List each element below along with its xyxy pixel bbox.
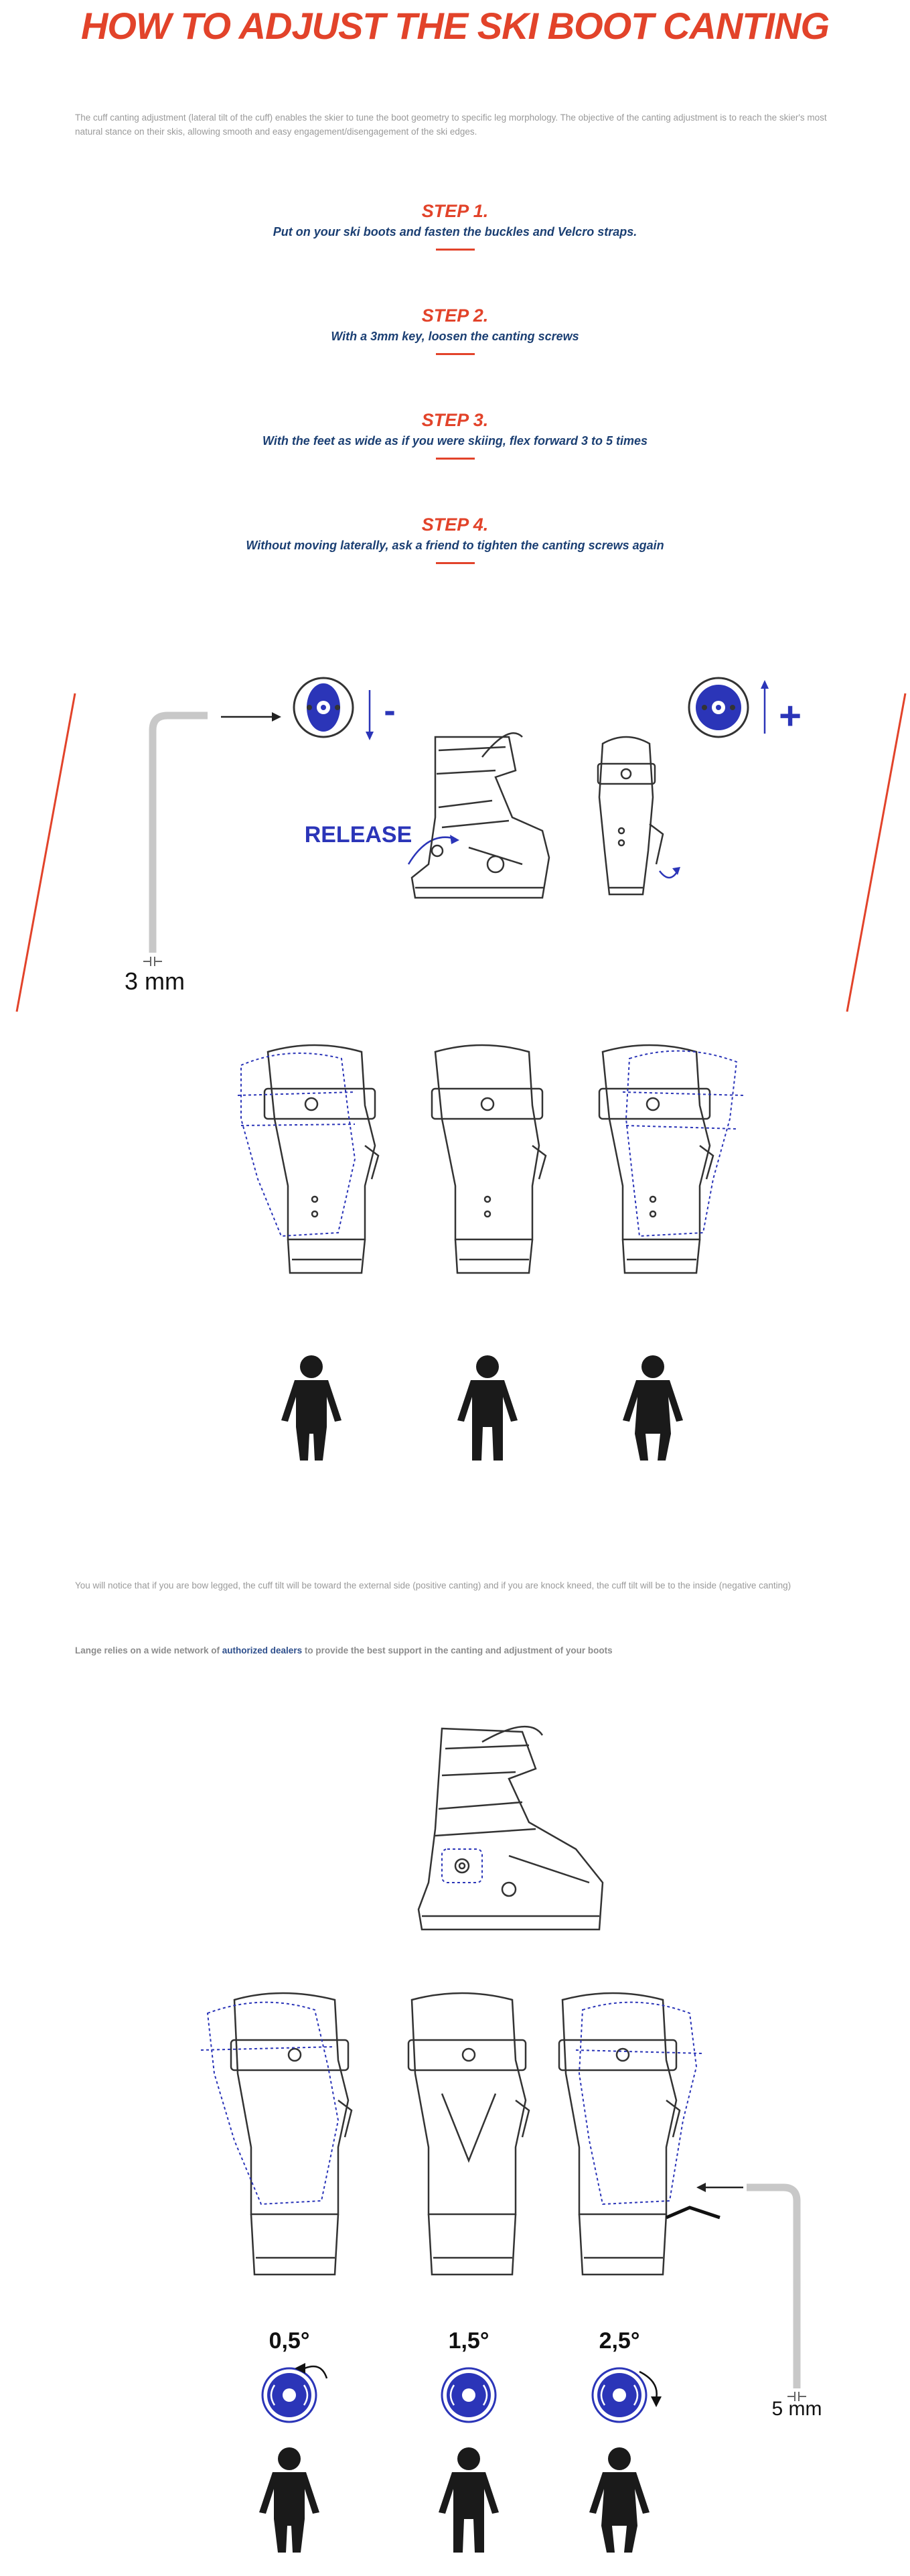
intro-paragraph: The cuff canting adjustment (lateral tilt of the cuff) enables the skier to tune the boot geometry to specific leg morphology. The objective of the canting adjustment is to reach the skier's most natural stance on their skis, allowing smooth and easy engagement/disengagement of the ski edges. xyxy=(75,113,827,137)
step-3-text: With the feet as wide as if you were skiing, flex forward 3 to 5 times xyxy=(262,434,648,448)
step-2-text: With a 3mm key, loosen the canting screws xyxy=(331,330,579,343)
plus-sign: + xyxy=(779,694,802,738)
neutral-stance-figure-icon xyxy=(457,1355,518,1461)
step-4 xyxy=(0,515,910,564)
ski-boot-rear-illustration xyxy=(598,737,663,894)
knock-kneed-figure-2-icon xyxy=(259,2447,319,2553)
rotate-down-arrow-icon xyxy=(366,690,374,740)
dealers-text-before: Lange relies on a wide network of xyxy=(75,1645,222,1655)
step-3-number: STEP 3. xyxy=(421,410,489,430)
step-1-text: Put on your ski boots and fasten the buckles and Velcro straps. xyxy=(273,225,637,239)
step-2 xyxy=(0,306,910,355)
arrow-right-icon xyxy=(221,712,281,722)
boot-front-positive-canting-outline xyxy=(623,1051,743,1236)
right-accent-line xyxy=(847,693,905,1012)
step-4-number: STEP 4. xyxy=(421,515,489,535)
canting-dial-1-icon xyxy=(262,2368,316,2422)
rotate-arrow-icon xyxy=(660,871,678,878)
canting-front-comparison xyxy=(0,1025,910,1494)
dealers-text-after: to provide the best support in the canting and adjustment of your boots xyxy=(302,1645,613,1655)
boot-front-negative-canting xyxy=(264,1045,378,1273)
boot-front-negative-canting-outline xyxy=(238,1053,355,1236)
step-1 xyxy=(0,201,910,251)
boot-front-angle-1-outline xyxy=(201,2003,338,2204)
allen-key-3mm-icon xyxy=(143,716,208,966)
page-title: HOW TO ADJUST THE SKI BOOT CANTING xyxy=(80,5,830,47)
step-2-number: STEP 2. xyxy=(421,306,489,326)
minus-sign: - xyxy=(384,691,396,730)
boot-side-canting-location xyxy=(0,1715,910,1956)
angle-label-1: 0,5° xyxy=(269,2328,310,2354)
authorized-dealers-link[interactable]: authorized dealers xyxy=(222,1645,303,1655)
bow-legged-figure-icon xyxy=(623,1355,683,1461)
canting-screw-loosen-icon xyxy=(294,678,353,737)
step-3-divider xyxy=(436,458,475,460)
canting-screw-highlight xyxy=(442,1849,482,1883)
ski-boot-side-illustration xyxy=(412,733,549,898)
dealers-text xyxy=(75,1645,845,1655)
boot-front-angle-3-outline xyxy=(576,2003,703,2204)
neutral-stance-figure-2-icon xyxy=(439,2447,499,2553)
rotate-up-arrow-icon xyxy=(761,680,769,734)
step-4-divider xyxy=(436,562,475,564)
knock-kneed-figure-icon xyxy=(281,1355,342,1461)
boot-front-positive-canting xyxy=(599,1045,713,1273)
canting-observation-text: You will notice that if you are bow legged, the cuff tilt will be toward the external side (positive canting) and if you are knock kneed, the cuff tilt will be to the inside (negative canting) xyxy=(75,1580,791,1590)
angle-label-3: 2,5° xyxy=(599,2328,640,2354)
boot-front-angle-1 xyxy=(231,1993,352,2275)
canting-screw-tighten-icon xyxy=(689,678,748,737)
left-accent-line xyxy=(17,693,75,1012)
ski-boot-side-detail-illustration xyxy=(419,1726,603,1929)
step-2-divider xyxy=(436,353,475,355)
step-1-divider xyxy=(436,249,475,251)
boot-front-neutral xyxy=(432,1045,546,1273)
bow-legged-figure-2-icon xyxy=(589,2447,650,2553)
release-diagram xyxy=(0,663,910,1038)
arrow-left-icon xyxy=(696,2183,743,2192)
key-in-screw-icon xyxy=(666,2208,720,2218)
step-1-number: STEP 1. xyxy=(421,201,489,221)
boot-front-angle-3 xyxy=(559,1993,680,2275)
key-size-label: 3 mm xyxy=(125,967,185,995)
canting-dial-3-icon xyxy=(593,2368,646,2422)
release-label: RELEASE xyxy=(304,822,412,848)
angle-label-2: 1,5° xyxy=(448,2328,489,2354)
allen-key-5mm-icon xyxy=(747,2187,806,2401)
step-4-text: Without moving laterally, ask a friend to tighten the canting screws again xyxy=(246,539,664,552)
boot-front-angle-2 xyxy=(408,1993,529,2275)
key-size-5mm-label: 5 mm xyxy=(771,2398,822,2420)
canting-dial-2-icon xyxy=(442,2368,496,2422)
canting-angle-settings xyxy=(0,1986,910,2576)
step-3 xyxy=(0,410,910,460)
